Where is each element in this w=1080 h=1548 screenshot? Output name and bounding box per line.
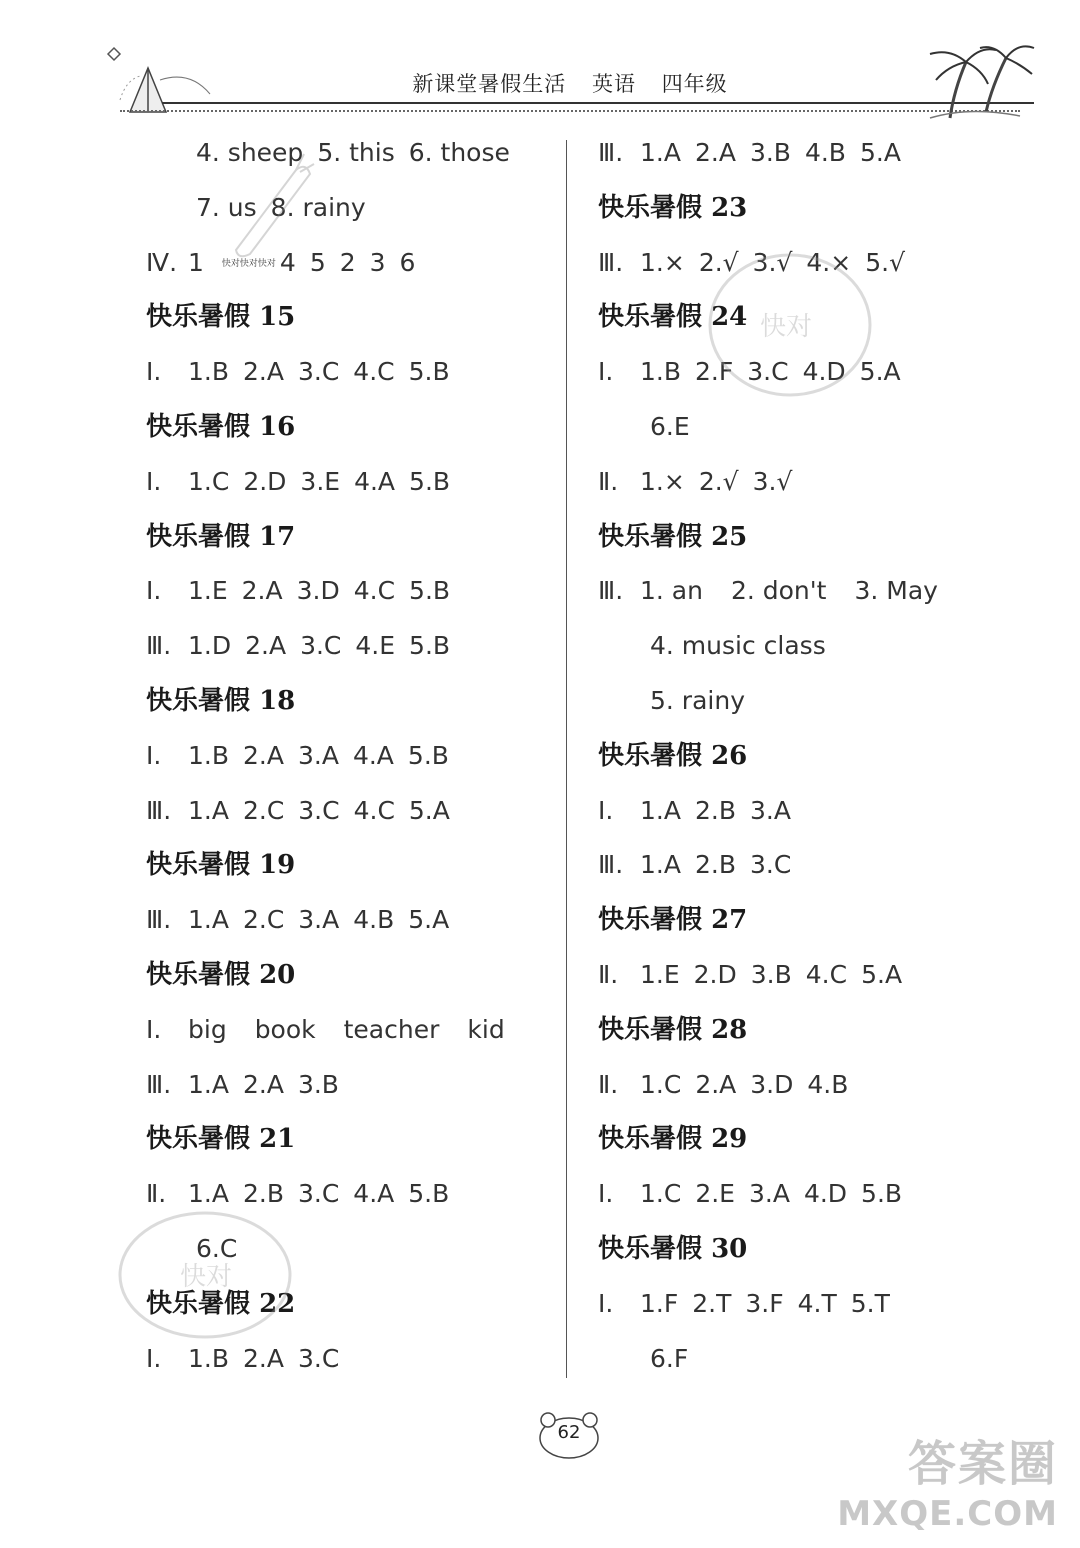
part-numeral: Ⅰ.	[598, 1179, 614, 1209]
answer-item: 1.B	[640, 357, 682, 387]
answer-item: 5.B	[861, 1179, 903, 1209]
part-numeral: Ⅲ.	[598, 138, 624, 167]
answer-item: 3.√	[752, 466, 793, 496]
part-numeral: Ⅲ.	[598, 850, 624, 880]
answer-item: 5.A	[861, 959, 903, 989]
answer-item: 2.A	[243, 740, 284, 770]
answer-item: 4.A	[353, 1179, 395, 1209]
answer-item: 3.C	[297, 1179, 340, 1209]
section-heading-label: 快乐暑假	[598, 192, 712, 223]
header-title	[100, 68, 1040, 98]
answer-item: 1.D	[188, 631, 232, 661]
answer-item: 4.B	[807, 1069, 849, 1099]
section-heading-label: 快乐暑假	[146, 1124, 260, 1155]
answer-item: 2.A	[243, 1343, 284, 1373]
answer-line	[598, 564, 1038, 619]
answer-item: 4.B	[804, 138, 846, 167]
section-heading-number: 24	[711, 302, 748, 333]
answer-item: 4. music class	[650, 631, 826, 661]
part-numeral: Ⅱ.	[598, 1069, 619, 1099]
answer-item: 2.B	[694, 850, 736, 880]
answer-item: 3.B	[750, 959, 792, 989]
section-heading-number: 25	[711, 521, 748, 552]
section-heading	[146, 1112, 556, 1167]
answer-item: 5.B	[408, 357, 450, 387]
answer-item: 4.T	[797, 1288, 837, 1318]
answer-item: 6.E	[650, 411, 690, 441]
answer-item: 2.√	[698, 466, 739, 496]
answer-item: 4	[279, 247, 296, 277]
part-numeral: Ⅱ.	[146, 1179, 167, 1209]
part-numeral: Ⅲ.	[146, 795, 172, 825]
answer-item: 4.C	[353, 357, 395, 387]
section-heading-number: 28	[711, 1014, 748, 1045]
part-numeral: Ⅰ.	[146, 466, 162, 496]
section-heading	[146, 400, 556, 455]
answer-item: 1.B	[188, 357, 230, 387]
answer-item: 3.C	[300, 631, 342, 661]
answer-continuation-line	[598, 619, 1038, 674]
section-heading-label: 快乐暑假	[598, 905, 712, 936]
section-heading	[598, 1222, 1038, 1277]
answer-item: 6.F	[650, 1343, 689, 1373]
answer-line	[146, 1058, 556, 1113]
part-numeral: Ⅲ.	[598, 576, 624, 606]
section-heading-number: 16	[259, 411, 296, 442]
part-numeral: Ⅱ.	[598, 466, 619, 496]
answer-item: 4.E	[355, 631, 396, 661]
answer-item: 2.A	[245, 631, 287, 661]
part-numeral: Ⅰ.	[146, 1343, 162, 1373]
part-numeral: Ⅰ.	[598, 1288, 614, 1318]
answer-item: 5.A	[408, 795, 450, 825]
section-heading-number: 15	[259, 302, 296, 333]
section-heading	[146, 948, 556, 1003]
answer-item: 1.B	[188, 1343, 230, 1373]
answer-item: 1.B	[188, 740, 230, 770]
section-heading-number: 26	[711, 740, 748, 771]
answer-item: 8. rainy	[270, 192, 366, 222]
answer-item: 1.A	[640, 138, 681, 167]
column-divider	[566, 140, 567, 1378]
answer-item: 3.C	[298, 795, 340, 825]
answer-item: 2.B	[242, 1179, 284, 1209]
answer-item: 3	[369, 247, 386, 277]
answer-item: 1.A	[640, 850, 681, 880]
answer-item: 1.E	[640, 959, 680, 989]
answer-item: 5.B	[409, 576, 451, 606]
answer-item: 5.B	[409, 466, 451, 496]
answer-item: 4.×	[806, 247, 852, 277]
answer-line	[146, 619, 556, 674]
answer-continuation-line	[146, 126, 556, 181]
answer-item: 4.C	[353, 795, 395, 825]
answer-continuation-line	[146, 181, 556, 236]
answer-line	[146, 455, 556, 510]
section-heading-label: 快乐暑假	[146, 411, 260, 442]
section-heading-number: 21	[259, 1124, 296, 1155]
answer-item: big	[188, 1014, 227, 1044]
answer-item: 1.C	[640, 1069, 682, 1099]
part-numeral: Ⅲ.	[146, 631, 172, 661]
answer-item: 5.B	[409, 631, 451, 661]
section-heading-number: 22	[259, 1288, 296, 1319]
answer-item: 3.C	[749, 850, 792, 880]
stamp-text: 快对	[760, 312, 813, 342]
answer-line	[146, 1003, 556, 1058]
answer-item: 5.A	[408, 905, 450, 935]
answer-item: 3.F	[745, 1288, 784, 1318]
section-heading-number: 23	[711, 192, 748, 223]
subject-label: 英语	[592, 72, 636, 96]
answer-item: 1.A	[188, 1179, 229, 1209]
answer-item: 1.A	[188, 905, 229, 935]
answer-continuation-line	[598, 1332, 1038, 1387]
section-heading	[598, 1003, 1038, 1058]
answer-item: 1. an	[640, 576, 703, 606]
answer-item: 5.A	[859, 357, 901, 387]
header-dotted-rule	[120, 110, 1020, 112]
answer-item: 5.B	[408, 1179, 450, 1209]
answer-item: 2.C	[242, 905, 285, 935]
section-heading	[598, 1112, 1038, 1167]
answer-item: 1.E	[188, 576, 228, 606]
answer-item: teacher	[343, 1014, 440, 1044]
section-heading-label: 快乐暑假	[146, 302, 260, 333]
answer-item: 3.B	[749, 138, 791, 167]
left-answer-column	[146, 126, 556, 1386]
answer-item: 3.C	[297, 1343, 340, 1373]
answer-line	[146, 345, 556, 400]
answer-item: 5. this	[317, 138, 395, 167]
answer-line	[598, 1277, 1038, 1332]
answer-item: 2. don't	[730, 576, 827, 606]
answer-line	[146, 729, 556, 784]
section-heading-number: 18	[259, 685, 296, 716]
page-header	[100, 40, 1040, 120]
answer-item: 4.B	[353, 905, 395, 935]
book-title: 新课堂暑假生活	[412, 72, 567, 96]
answer-line	[146, 784, 556, 839]
answer-line	[146, 236, 556, 291]
answer-item: 2.D	[243, 466, 287, 496]
answer-item: 3.B	[297, 1069, 339, 1099]
answer-item: 1.A	[640, 795, 681, 825]
part-numeral: Ⅲ.	[146, 905, 172, 935]
answer-item: 3.D	[750, 1069, 794, 1099]
answer-item: 3.D	[296, 576, 340, 606]
section-heading	[598, 181, 1038, 236]
section-heading-label: 快乐暑假	[146, 521, 260, 552]
answer-item: 1.F	[640, 1288, 679, 1318]
part-numeral: Ⅰ.	[146, 357, 162, 387]
answer-item: 4.D	[803, 1179, 848, 1209]
section-heading	[598, 893, 1038, 948]
section-heading-number: 27	[711, 905, 748, 936]
answer-item: 2.C	[242, 795, 285, 825]
small-stamp-text: 快对快对快对	[221, 258, 276, 269]
answer-item: 3.A	[298, 905, 340, 935]
part-numeral: Ⅰ.	[598, 357, 614, 387]
answer-item: 2.D	[693, 959, 737, 989]
section-heading	[146, 674, 556, 729]
answer-item: 2.B	[694, 795, 736, 825]
answer-item: book	[254, 1014, 316, 1044]
section-heading-label: 快乐暑假	[598, 1233, 712, 1264]
answer-item: 2.T	[692, 1288, 732, 1318]
answer-item: 3.A	[749, 795, 791, 825]
answer-item: 3.E	[300, 466, 341, 496]
answer-item: 5.B	[407, 740, 449, 770]
answer-item: 4.C	[805, 959, 848, 989]
answer-item: 3.C	[747, 357, 789, 387]
answer-item: 3.A	[297, 740, 339, 770]
answer-item: 2.A	[241, 576, 283, 606]
answer-item: 2	[339, 247, 356, 277]
answer-continuation-line	[598, 674, 1038, 729]
part-numeral: Ⅰ.	[146, 576, 162, 606]
answer-line	[598, 948, 1038, 1003]
part-numeral: Ⅲ.	[146, 1069, 172, 1099]
part-numeral: Ⅲ.	[598, 247, 624, 277]
answer-item: 1.A	[188, 1069, 229, 1099]
answer-item: 6	[399, 247, 416, 277]
section-heading-label: 快乐暑假	[598, 1124, 712, 1155]
answer-item: 6. those	[408, 138, 510, 167]
section-heading-number: 19	[259, 850, 296, 881]
answer-item: 7. us	[196, 192, 257, 222]
answer-line	[598, 1058, 1038, 1113]
answer-item: 1.A	[188, 795, 229, 825]
page-number: 62	[557, 1422, 581, 1443]
palm-tree-decoration-icon	[910, 40, 1040, 120]
answer-line	[598, 784, 1038, 839]
section-heading	[146, 838, 556, 893]
answer-item: 5.A	[859, 138, 901, 167]
answer-item: kid	[467, 1014, 505, 1044]
answer-item: 3. May	[854, 576, 938, 606]
part-numeral: Ⅱ.	[598, 959, 619, 989]
section-heading-number: 29	[711, 1124, 748, 1155]
answer-item: 1.C	[188, 466, 230, 496]
section-heading-label: 快乐暑假	[146, 685, 260, 716]
answer-item: 1.×	[640, 466, 685, 496]
answer-line	[146, 564, 556, 619]
answer-item: 2.A	[242, 1069, 284, 1099]
answer-item: 1	[188, 247, 204, 277]
answer-item: 4.A	[352, 740, 394, 770]
answer-item: 4. sheep	[196, 138, 304, 167]
section-heading-label: 快乐暑假	[146, 1288, 260, 1319]
section-heading-label: 快乐暑假	[598, 740, 712, 771]
grade-label: 四年级	[661, 72, 728, 96]
answer-item: 3.C	[297, 357, 340, 387]
kuaidui-stamp-icon	[700, 240, 880, 410]
answer-item: 1.C	[640, 1179, 682, 1209]
answer-item: 4.D	[802, 357, 846, 387]
answer-item: 5.T	[850, 1288, 890, 1318]
answer-item: 2.E	[695, 1179, 735, 1209]
answer-item: 5.√	[865, 247, 906, 277]
answer-item: 3.A	[748, 1179, 790, 1209]
answer-item: 2.A	[243, 357, 284, 387]
section-heading	[598, 510, 1038, 565]
watermark	[837, 1425, 1058, 1534]
answer-item: 5	[309, 247, 326, 277]
answer-item: 3.√	[752, 247, 793, 277]
answer-line	[598, 126, 1038, 181]
header-rule	[162, 102, 1034, 104]
part-numeral: Ⅳ.	[146, 247, 178, 277]
section-heading-label: 快乐暑假	[598, 302, 712, 333]
section-heading-number: 30	[711, 1233, 748, 1264]
part-numeral: Ⅰ.	[598, 795, 614, 825]
section-heading-number: 20	[259, 959, 296, 990]
carrot-stamp-icon	[226, 150, 316, 260]
answer-item: 4.C	[353, 576, 396, 606]
answer-item: 2.A	[694, 138, 736, 167]
section-heading	[598, 729, 1038, 784]
section-heading-label: 快乐暑假	[146, 959, 260, 990]
part-numeral: Ⅰ.	[146, 740, 162, 770]
answer-item: 6.C	[196, 1233, 238, 1263]
page-number-badge	[536, 1408, 602, 1460]
answer-line	[598, 1167, 1038, 1222]
answer-item: 1.×	[640, 247, 685, 277]
section-heading-number: 17	[259, 521, 296, 552]
part-numeral: Ⅰ.	[146, 1014, 162, 1044]
answer-item: 2.A	[695, 1069, 737, 1099]
watermark-cn: 答案圈	[907, 1436, 1058, 1492]
answer-item: 5. rainy	[650, 685, 745, 715]
section-heading-label: 快乐暑假	[598, 1014, 712, 1045]
section-heading-label: 快乐暑假	[598, 521, 712, 552]
section-heading-label: 快乐暑假	[146, 850, 260, 881]
stamp-text: 快对	[180, 1262, 233, 1292]
watermark-en: MXQE.COM	[837, 1494, 1058, 1534]
answer-line	[598, 455, 1038, 510]
answer-line	[598, 838, 1038, 893]
answer-line	[146, 893, 556, 948]
kuaidui-stamp-icon	[110, 1200, 300, 1350]
section-heading	[146, 510, 556, 565]
answer-item: 2.√	[698, 247, 739, 277]
section-heading	[146, 290, 556, 345]
answer-item: 2.F	[695, 357, 734, 387]
answer-item: 4.A	[354, 466, 396, 496]
